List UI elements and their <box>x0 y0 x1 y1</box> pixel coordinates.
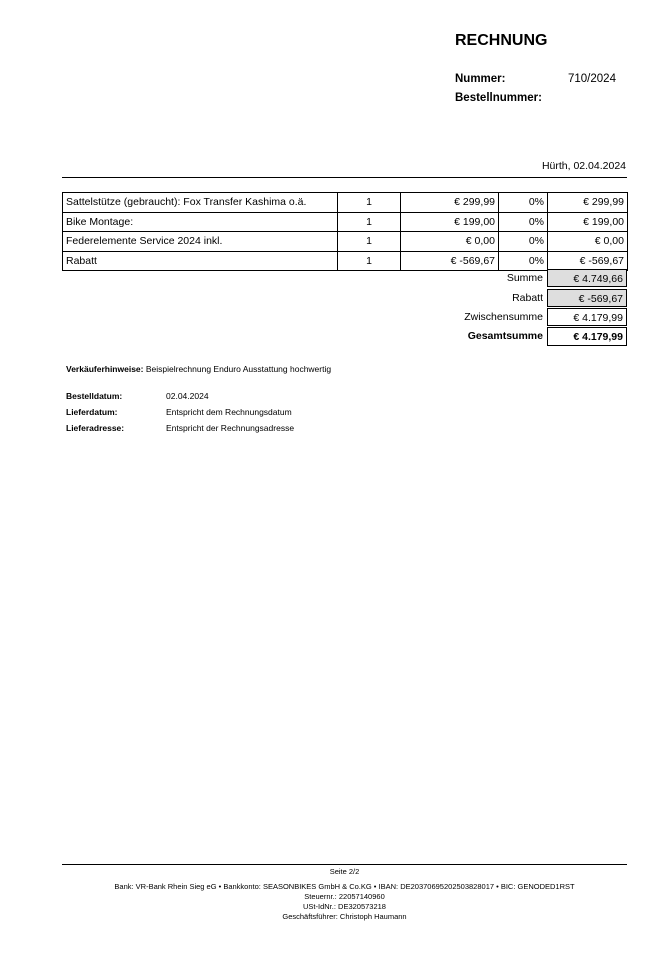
item-quantity: 1 <box>338 232 401 252</box>
line-items-table <box>62 192 628 271</box>
zwischensumme-label: Zwischensumme <box>464 311 543 323</box>
item-unit-price: € 0,00 <box>401 232 499 252</box>
footer-managing-director: Geschäftsführer: Christoph Haumann <box>282 912 407 921</box>
item-description: Bike Montage: <box>63 212 338 232</box>
footer-vat-id: USt-IdNr.: DE320573218 <box>303 902 386 911</box>
page-number: Seite 2/2 <box>329 867 360 876</box>
item-tax-rate: 0% <box>499 251 548 271</box>
rabatt-value: € -569,67 <box>547 289 627 307</box>
item-description: Sattelstütze (gebraucht): Fox Transfer Kashima o.ä. <box>63 193 338 213</box>
table-row <box>63 232 628 252</box>
footer-divider <box>62 864 627 865</box>
item-description: Rabatt <box>63 251 338 271</box>
item-total: € 299,99 <box>548 193 628 213</box>
item-unit-price: € -569,67 <box>401 251 499 271</box>
seller-notes-text: Beispielrechnung Enduro Ausstattung hochwertig <box>145 364 332 374</box>
seller-notes-label: Verkäuferhinweise: <box>66 364 144 374</box>
invoice-number-value: 710/2024 <box>568 73 616 85</box>
totals-zwischensumme-row <box>380 308 627 328</box>
totals-summe-row <box>380 269 627 289</box>
item-unit-price: € 299,99 <box>401 193 499 213</box>
document-title: RECHNUNG <box>455 32 548 49</box>
delivery-address-label: Lieferadresse: <box>66 423 125 433</box>
order-date-value: 02.04.2024 <box>166 391 209 401</box>
footer-tax-number: Steuernr.: 22057140960 <box>304 892 385 901</box>
delivery-date-value: Entspricht dem Rechnungsdatum <box>166 407 292 417</box>
item-total: € 0,00 <box>548 232 628 252</box>
item-total: € -569,67 <box>548 251 628 271</box>
item-quantity: 1 <box>338 193 401 213</box>
invoice-number-label: Nummer: <box>455 73 506 85</box>
item-tax-rate: 0% <box>499 232 548 252</box>
item-unit-price: € 199,00 <box>401 212 499 232</box>
table-row <box>63 193 628 213</box>
item-tax-rate: 0% <box>499 212 548 232</box>
rabatt-label: Rabatt <box>512 292 543 304</box>
totals-gesamtsumme-row <box>380 327 627 347</box>
zwischensumme-value: € 4.179,99 <box>547 308 627 326</box>
table-row <box>63 251 628 271</box>
order-date-label: Bestelldatum: <box>66 391 123 401</box>
summe-value: € 4.749,66 <box>547 269 627 287</box>
item-tax-rate: 0% <box>499 193 548 213</box>
delivery-address-value: Entspricht der Rechnungsadresse <box>166 423 295 433</box>
gesamtsumme-value: € 4.179,99 <box>547 327 627 346</box>
gesamtsumme-label: Gesamtsumme <box>467 330 543 342</box>
seller-notes <box>66 364 331 374</box>
order-number-label: Bestellnummer: <box>455 92 542 104</box>
place-date: Hürth, 02.04.2024 <box>541 160 626 172</box>
table-row <box>63 212 628 232</box>
delivery-date-label: Lieferdatum: <box>66 407 118 417</box>
item-quantity: 1 <box>338 212 401 232</box>
header-divider <box>62 177 627 178</box>
summe-label: Summe <box>506 272 543 284</box>
totals-rabatt-row <box>380 289 627 309</box>
item-description: Federelemente Service 2024 inkl. <box>63 232 338 252</box>
footer-bank-line: Bank: VR-Bank Rhein Sieg eG • Bankkonto: SEASONBIKES GmbH & Co.KG • IBAN: DE20370695202503828017 • BIC: GENODED1RST <box>114 882 575 891</box>
item-total: € 199,00 <box>548 212 628 232</box>
item-quantity: 1 <box>338 251 401 271</box>
